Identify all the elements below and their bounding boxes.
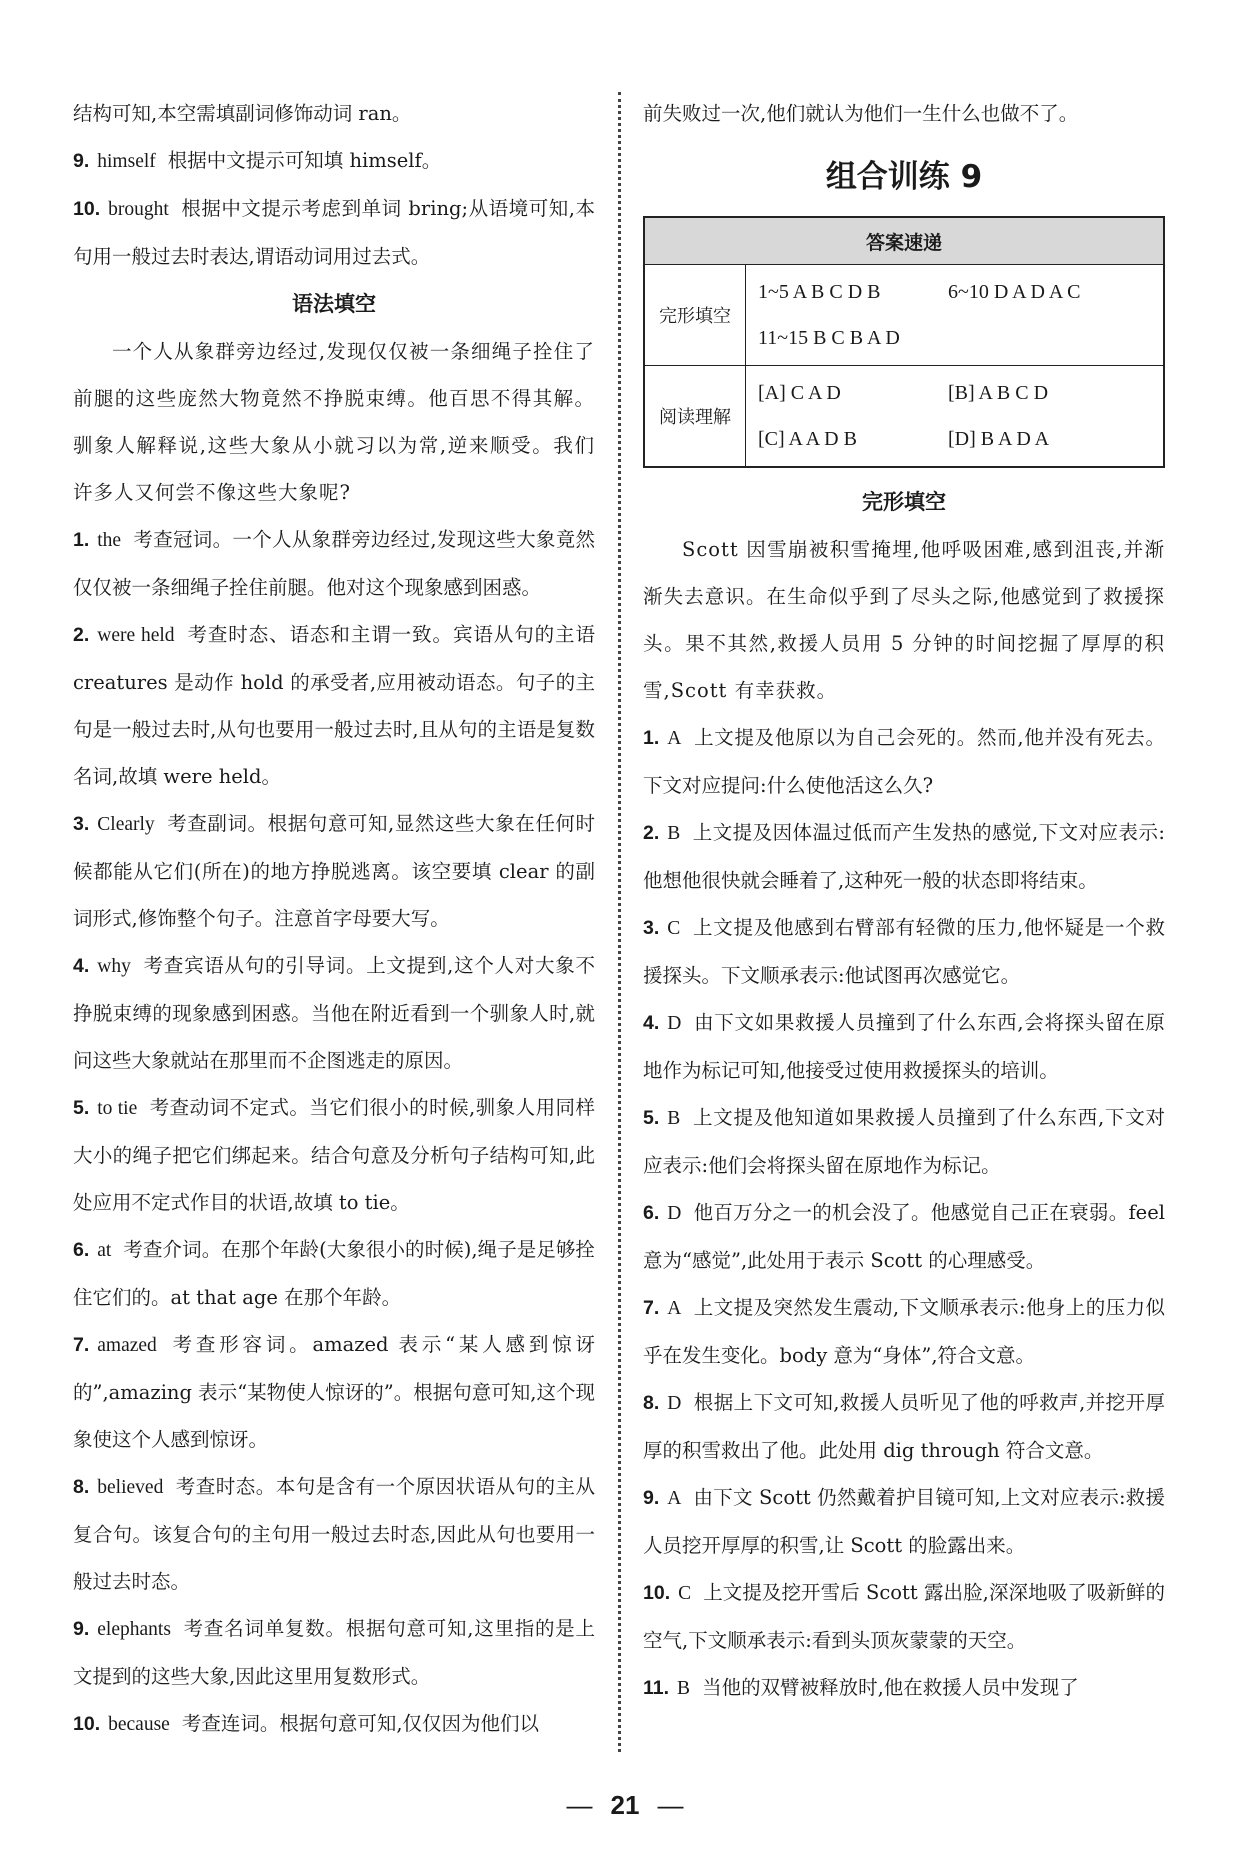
section-title-grammar: 语法填空 [292,292,376,316]
explanation-item: 9. elephants 考查名词单复数。根据句意可知,这里指的是上文提到的这些大象,因此这里用复数形式。 [73,1617,595,1688]
explanation-item: 11. B 当他的双臂被释放时,他在救援人员中发现了 [643,1676,1079,1699]
explanation-item: 7. A 上文提及突然发生震动,下文顺承表示:他身上的压力似乎在发生变化。body 意为“身体”,符合文意。 [643,1296,1165,1367]
explanation-item: 9. A 由下文 Scott 仍然戴着护目镜可知,上文对应表示:救援人员挖开厚厚的积雪,让 Scott 的脸露出来。 [643,1486,1165,1557]
answer-key-table [643,216,1165,468]
reading-answers: [A] C A D [B] A B C D [C] A A D B [D] B A D A [746,366,1165,468]
explanation-item: 6. at 考查介词。在那个年龄(大象很小的时候),绳子是足够拴住它们的。at that age 在那个年龄。 [73,1238,595,1309]
explanation-item: 3. C 上文提及他感到右臂部有轻微的压力,他怀疑是一个救援探头。下文顺承表示:他试图再次感觉它。 [643,916,1165,987]
explanation-item: 4. why 考查宾语从句的引导词。上文提到,这个人对大象不挣脱束缚的现象感到困惑。当他在附近看到一个驯象人时,就问这些大象就站在那里而不企图逃走的原因。 [73,954,595,1072]
section-title-cloze: 完形填空 [862,490,946,514]
explanation-item: 10. brought 根据中文提示考虑到单词 bring;从语境可知,本句用一般过去时表达,谓语动词用过去式。 [73,197,595,268]
explanation-item: 1. the 考查冠词。一个人从象群旁边经过,发现这些大象竟然仅仅被一条细绳子拴住前腿。他对这个现象感到困惑。 [73,528,595,599]
explanation-item: 8. D 根据上下文可知,救援人员听见了他的呼救声,并挖开厚厚的积雪救出了他。此处用 dig through 符合文意。 [643,1391,1165,1462]
explanation-list [73,516,595,1748]
explanation-list [643,714,1165,1712]
explanation-item: 6. D 他百万分之一的机会没了。他感觉自己正在衰弱。feel 意为“感觉”,此处用于表示 Scott 的心理感受。 [643,1201,1165,1272]
cloze-answers: 1~5 A B C D B 6~10 D A D A C 11~15 B C B A D [746,265,1165,366]
explanation-item: 5. B 上文提及他知道如果救援人员撞到了什么东西,下文对应表示:他们会将探头留在原地作为标记。 [643,1106,1165,1177]
explanation-item: 2. B 上文提及因体温过低而产生发热的感觉,下文对应表示:他想他很快就会睡着了,这种死一般的状态即将结束。 [643,821,1165,892]
explanation-item: 10. C 上文提及挖开雪后 Scott 露出脸,深深地吸了吸新鲜的空气,下文顺承表示:看到头顶灰蒙蒙的天空。 [643,1581,1165,1652]
reading-label: 阅读理解 [644,366,746,468]
right-column [643,90,1165,1712]
passage-summary: Scott 因雪崩被积雪掩埋,他呼吸困难,感到沮丧,并渐渐失去意识。在生命似乎到了尽头之际,他感觉到了救援探头。果不其然,救援人员用 5 分钟的时间挖掘了厚厚的积雪,Scott 有幸获救。 [643,538,1165,702]
continued-text: 结构可知,本空需填副词修饰动词 ran。 [73,102,412,125]
page-title: 组合训练 9 [825,159,983,195]
explanation-item: 3. Clearly 考查副词。根据句意可知,显然这些大象在任何时候都能从它们(所在)的地方挣脱逃离。该空要填 clear 的副词形式,修饰整个句子。注意首字母要大写。 [73,812,595,930]
column-divider [618,92,621,1752]
explanation-item: 4. D 由下文如果救援人员撞到了什么东西,会将探头留在原地作为标记可知,他接受过使用救援探头的培训。 [643,1011,1165,1082]
explanation-item: 9. himself 根据中文提示可知填 himself。 [73,149,442,172]
cloze-label: 完形填空 [644,265,746,366]
continued-text: 前失败过一次,他们就认为他们一生什么也做不了。 [643,102,1079,125]
left-column [73,90,595,1748]
explanation-item: 8. believed 考查时态。本句是含有一个原因状语从句的主从复合句。该复合句的主句用一般过去时态,因此从句也要用一般过去时态。 [73,1475,595,1593]
passage-summary: 一个人从象群旁边经过,发现仅仅被一条细绳子拴住了前腿的这些庞然大物竟然不挣脱束缚。他百思不得其解。驯象人解释说,这些大象从小就习以为常,逆来顺受。我们许多人又何尝不像这些大象呢? [73,340,595,504]
explanation-item: 2. were held 考查时态、语态和主谓一致。宾语从句的主语 creatures 是动作 hold 的承受者,应用被动语态。句子的主句是一般过去时,从句也要用一般过去时,且从句的主语是复数名词,故填 were held。 [73,623,595,788]
explanation-item: 7. amazed 考查形容词。amazed 表示“某人感到惊讶的”,amazing 表示“某物使人惊讶的”。根据句意可知,这个现象使这个人感到惊讶。 [73,1333,595,1451]
explanation-item: 5. to tie 考查动词不定式。当它们很小的时候,驯象人用同样大小的绳子把它们绑起来。结合句意及分析句子结构可知,此处应用不定式作目的状语,故填 to tie。 [73,1096,595,1214]
explanation-item: 1. A 上文提及他原以为自己会死的。然而,他并没有死去。下文对应提问:什么使他活这么久? [643,726,1165,797]
explanation-item: 10. because 考查连词。根据句意可知,仅仅因为他们以 [73,1712,540,1735]
answer-key-header: 答案速递 [644,217,1164,265]
page-number: — 21 — [566,1790,684,1820]
